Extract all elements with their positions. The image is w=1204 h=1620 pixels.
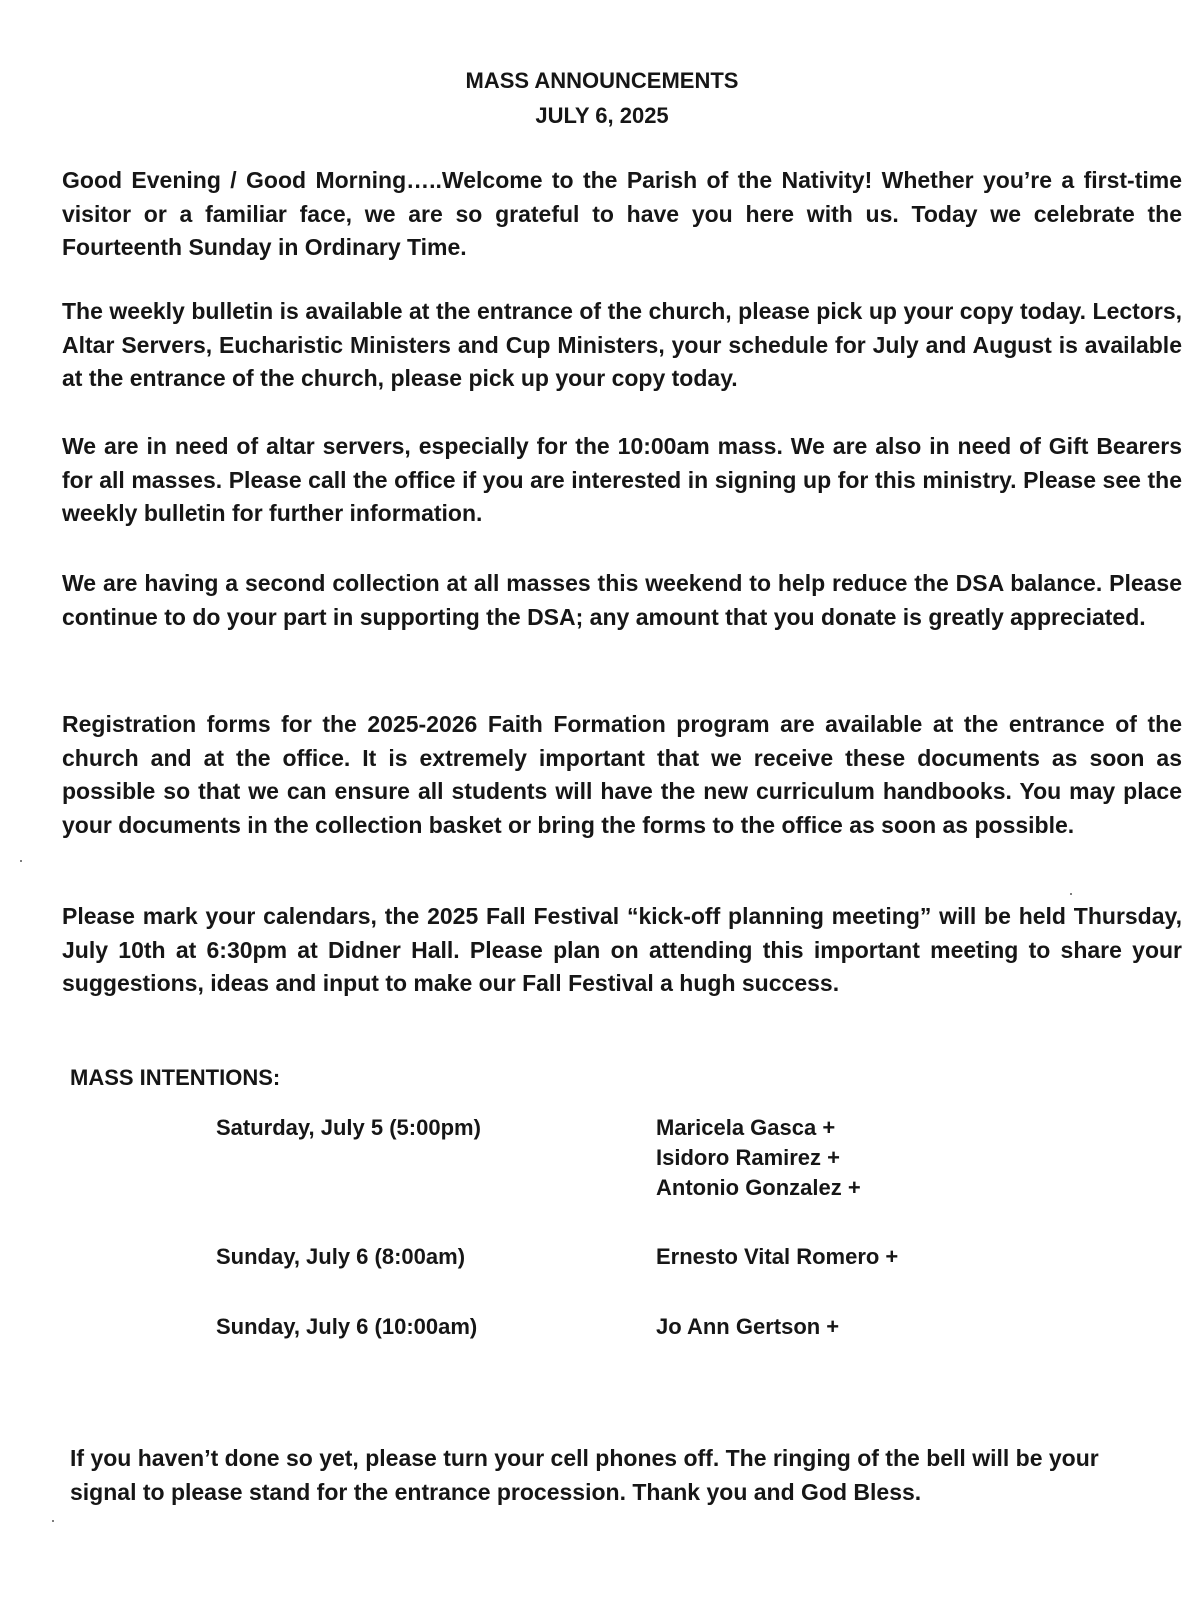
fall-festival-paragraph: Please mark your calendars, the 2025 Fall Festival “kick-off planning meeting” will be held Thursday, July 10th at 6:30pm at Didner Hall. Please plan on attending this important meeting to share your suggestions, ideas and input to make our Fall Festival a hugh success. [62, 903, 1182, 996]
scan-speck [52, 1520, 54, 1522]
welcome-paragraph: Good Evening / Good Morning…..Welcome to the Parish of the Nativity! Whether you’re a first-time visitor or a familiar face, we are so grateful to have you here with us. Today we celebrate the Fourteenth Sunday in Ordinary Time. [62, 167, 1182, 260]
altar-servers-paragraph: We are in need of altar servers, especially for the 10:00am mass. We are also in need of Gift Bearers for all masses. Please call the office if you are interested in signing up for this ministry. Please see the weekly bulletin for further information. [62, 433, 1182, 526]
bulletin-paragraph: The weekly bulletin is available at the entrance of the church, please pick up your copy today. Lectors, Altar Servers, Eucharistic Ministers and Cup Ministers, your schedule for July and August is available at the entrance of the church, please pick up your copy today. [62, 298, 1182, 391]
intention-names [656, 1312, 839, 1342]
intention-name: Jo Ann Gertson + [656, 1314, 840, 1339]
intention-time: Sunday, July 6 (10:00am) [216, 1314, 478, 1339]
intention-time: Sunday, July 6 (8:00am) [216, 1244, 466, 1269]
intention-names [656, 1242, 898, 1272]
intention-time: Saturday, July 5 (5:00pm) [216, 1115, 481, 1140]
intention-names [656, 1113, 861, 1203]
mass-intentions-label: MASS INTENTIONS: [70, 1065, 281, 1090]
scan-speck [1070, 893, 1072, 895]
faith-formation-paragraph: Registration forms for the 2025-2026 Faith Formation program are available at the entrance of the church and at the office. It is extremely important that we receive these documents as soon as possible so that we can ensure all students will have the new curriculum handbooks. You may place your documents in the collection basket or bring the forms to the office as soon as possible. [62, 711, 1182, 838]
intention-name: Maricela Gasca + [656, 1115, 836, 1140]
intention-name: Isidoro Ramirez + [656, 1145, 841, 1170]
scan-speck [20, 860, 22, 862]
intention-name: Ernesto Vital Romero + [656, 1244, 899, 1269]
second-collection-paragraph: We are having a second collection at all masses this weekend to help reduce the DSA balance. Please continue to do your part in supporting the DSA; any amount that you donate is greatly appreciated. [62, 570, 1182, 630]
closing-paragraph: If you haven’t done so yet, please turn your cell phones off. The ringing of the bell will be your signal to please stand for the entrance procession. Thank you and God Bless. [70, 1445, 1099, 1505]
document-title: MASS ANNOUNCEMENTS [465, 68, 739, 93]
intention-name: Antonio Gonzalez + [656, 1175, 861, 1200]
document-date: JULY 6, 2025 [535, 103, 669, 128]
